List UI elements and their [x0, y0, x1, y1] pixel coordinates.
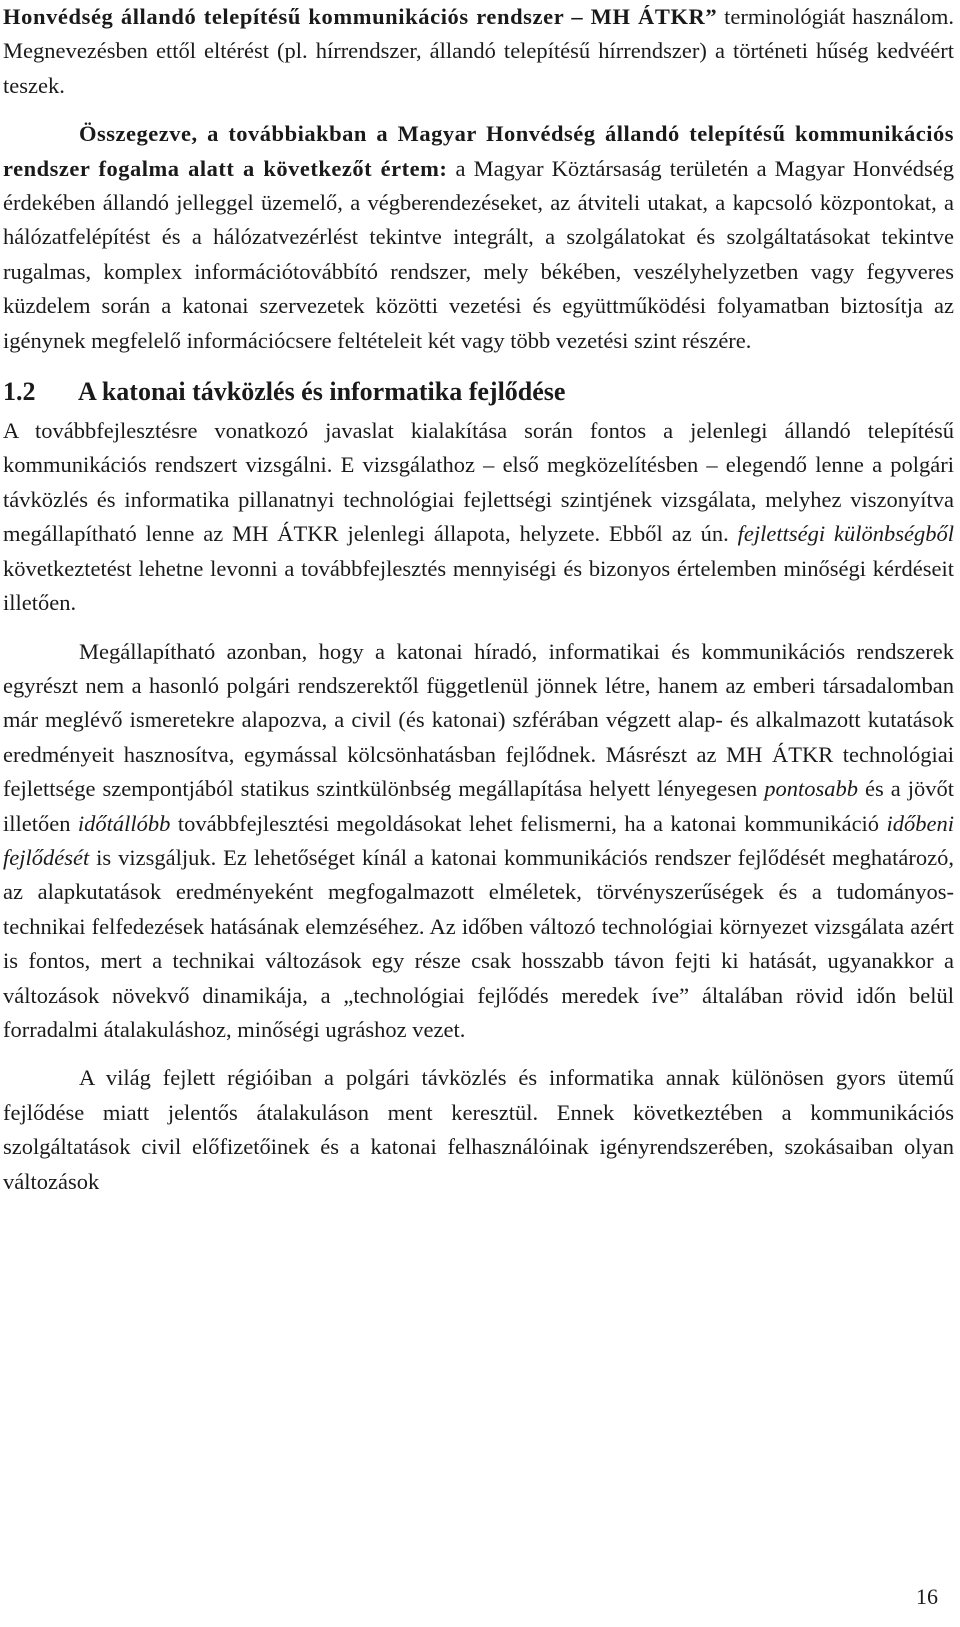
intro-bold-lead: Honvédség állandó telepítésű kommunikációs rendszer – MH ÁTKR” — [3, 4, 718, 29]
page-number: 16 — [916, 1584, 938, 1609]
paragraph-2-emphasis-c: időbeni fejlődését — [3, 810, 954, 870]
paragraph-2-emphasis-b: időtállóbb — [77, 810, 171, 836]
document-page — [3, 0, 954, 1199]
paragraph-3 — [3, 1061, 954, 1199]
paragraph-1-emphasis: fejlettségi különbségből — [737, 521, 954, 547]
section-title: A katonai távközlés és informatika fejlődése — [78, 377, 566, 407]
paragraph-1-text-b: következtetést lehetne levonni a továbbfejlesztés mennyiségi és bizonyos értelemben minőségi kérdéseit illetően. — [3, 555, 954, 616]
paragraph-2-text-a: Megállapítható azonban, hogy a katonai híradó, informatikai és kommunikációs rendszerek egyrészt nem a hasonló polgári rendszerektől függetlenül jönnek létre, hanem az emberi társadalomban már meglévő ismeretekre alapozva, a civil (és katonai) szférában végzett alap- és alkalmazott kutatások eredményeit hasznosítva, egymással kölcsönhatásban fejlődnek. Másrészt az MH ÁTKR technológiai fejlettsége szempontjából statikus szintkülönbség megállapítása helyett lényegesen — [3, 638, 954, 802]
paragraph-3-text: A világ fejlett régióiban a polgári távközlés és informatika annak különösen gyors ütemű fejlődése miatt jelentős átalakuláson ment keresztül. Ennek következtében a kommunikációs szolgáltatások civil előfizetőinek és a katonai felhasználóinak igényrendszerében, szokásaiban olyan változások — [3, 1065, 954, 1194]
intro-paragraph — [3, 0, 954, 103]
paragraph-2-text-c: továbbfejlesztési megoldásokat lehet felismerni, ha a katonai kommunikáció — [170, 810, 887, 836]
summary-text: a Magyar Köztársaság területén a Magyar Honvédség érdekében állandó jelleggel üzemelő, a végberendezéseket, az átviteli utakat, a kapcsoló központokat, a hálózatfelépítést és a hálózatvezérlést tekintve integrált, a szolgálatokat és szolgáltatásokat tekintve rugalmas, komplex információtovábbító rendszer, mely békében, veszélyhelyzetben vagy fegyveres küzdelem során a katonai szervezetek közötti vezetési és együttműködési folyamatban biztosítja az igénynek megfelelő információcsere feltételeit két vagy több vezetési szint részére. — [3, 155, 954, 353]
paragraph-2 — [3, 635, 954, 1048]
paragraph-1-text-a: A továbbfejlesztésre vonatkozó javaslat kialakítása során fontos a jelenlegi állandó telepítésű kommunikációs rendszert vizsgálni. E vizsgálathoz – első megközelítésben – elegendő lenne a polgári távközlés és informatika pillanatnyi technológiai fejlettségi szintjének vizsgálata, melyhez viszonyítva megállapítható lenne az MH ÁTKR jelenlegi állapota, helyzete. Ebből az ún. — [3, 418, 954, 547]
paragraph-2-text-b: és a jövőt illetően — [3, 776, 954, 836]
summary-bold-lead: Összegezve, a továbbiakban a Magyar Honvédség állandó telepítésű kommunikációs rendszer fogalma alatt a következőt értem: — [3, 121, 954, 181]
section-heading — [3, 374, 954, 410]
summary-paragraph — [3, 117, 954, 358]
intro-text: terminológiát használom. Megnevezésben ettől eltérést (pl. hírrendszer, állandó telepítésű hírrendszer) a történeti hűség kedvéért teszek. — [3, 4, 954, 98]
section-number: 1.2 — [3, 377, 36, 407]
paragraph-2-text-d: is vizsgáljuk. Ez lehetőséget kínál a katonai kommunikációs rendszer fejlődését meghatározó, az alapkutatások eredményeként megfogalmazott elméletek, törvényszerűségek és a tudományos-technikai felfedezések hatásának elemzéséhez. Az időben változó technológiai környezet vizsgálata azért is fontos, mert a technikai változások egy része csak hosszabb távon fejti ki hatását, ugyanakkor a változások növekvő dinamikája, a „technológiai fejlődés meredek íve” általában rövid időn belül forradalmi átalakuláshoz, minőségi ugráshoz vezet. — [3, 844, 954, 1042]
paragraph-2-emphasis-a: pontosabb — [764, 776, 859, 802]
paragraph-1 — [3, 414, 954, 620]
